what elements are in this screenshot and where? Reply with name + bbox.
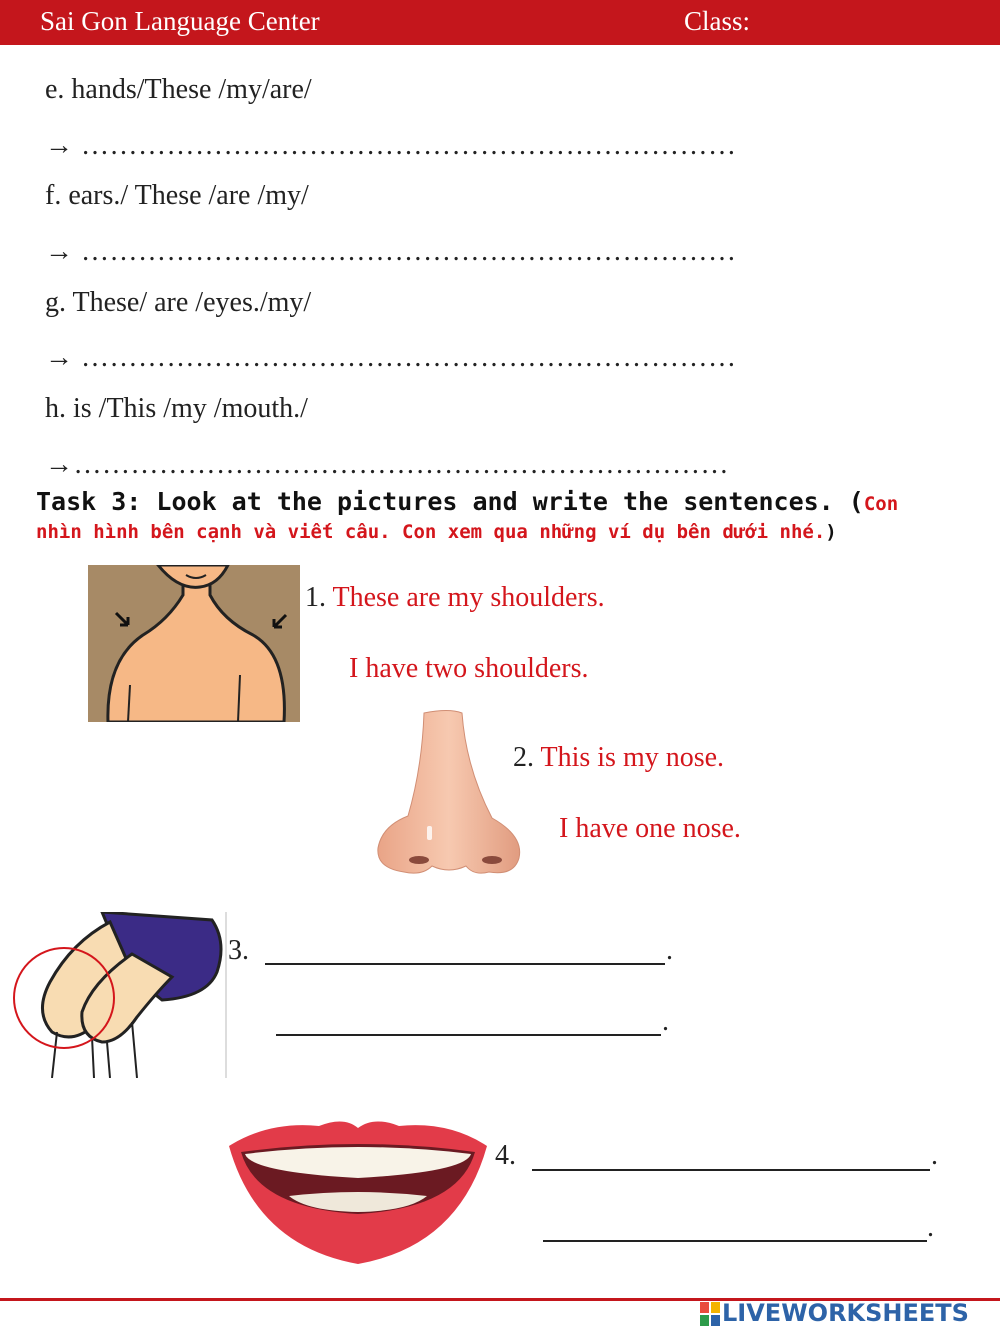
item-3-blank-2[interactable] [276, 1034, 661, 1036]
liveworksheets-logo-text: LIVEWORKSHEETS [722, 1299, 969, 1327]
item-3-number: 3. [228, 935, 249, 966]
nose-shape [378, 711, 520, 874]
exercise-f-answer-line[interactable]: → …………………………………………………………… [45, 236, 737, 267]
task3-title-text: Task 3: Look at the pictures and write the sentences. ( [36, 487, 864, 516]
item-3-period-1: . [666, 935, 673, 966]
task3-subtitle-vn: nhìn hình bên cạnh và viết câu. Con xem qua những ví dụ bên dưới nhé. [36, 521, 826, 543]
item-4-blank-1[interactable] [532, 1169, 930, 1171]
example-1-text-2: I have two shoulders. [349, 653, 589, 684]
exercise-g-answer-line[interactable]: → …………………………………………………………… [45, 342, 737, 373]
item-4-blank-2[interactable] [543, 1240, 927, 1242]
example-2-number: 2. [513, 742, 534, 773]
knees-picture [12, 912, 230, 1078]
shoulders-picture [88, 565, 300, 722]
item-3-blank-1[interactable] [265, 963, 665, 965]
example-2-text-1: This is my nose. [540, 742, 725, 773]
nostril-right [482, 856, 502, 864]
task3-title [36, 487, 966, 519]
exercise-e-prompt: e. hands/These /my/are/ [45, 74, 312, 105]
nose-highlight [427, 826, 432, 840]
item-4-number: 4. [495, 1140, 516, 1171]
page-header [0, 0, 1000, 45]
liveworksheets-logo[interactable] [700, 1299, 1000, 1329]
class-label: Class: [684, 6, 751, 36]
task3-subtitle-close: ) [825, 521, 837, 543]
nose-picture [374, 708, 524, 876]
example-1-sentence-1 [305, 582, 605, 614]
mouth-picture [229, 1116, 487, 1266]
example-2-text-2: I have one nose. [559, 813, 741, 844]
nostril-left [409, 856, 429, 864]
item-3-period-2: . [662, 1006, 669, 1037]
liveworksheets-logo-icon [700, 1302, 720, 1326]
exercise-h-answer-line[interactable]: →…………………………………………………………… [45, 449, 729, 480]
exercise-h-prompt: h. is /This /my /mouth./ [45, 393, 308, 424]
exercise-f-prompt: f. ears./ These /are /my/ [45, 180, 309, 211]
example-2-sentence-1 [513, 742, 724, 774]
item-4-period-2: . [927, 1212, 934, 1243]
exercise-g-prompt: g. These/ are /eyes./my/ [45, 287, 312, 318]
center-name: Sai Gon Language Center [40, 6, 320, 36]
item-4-period-1: . [931, 1140, 938, 1171]
exercise-e-answer-line[interactable]: → …………………………………………………………… [45, 130, 737, 161]
example-1-sentence-2 [349, 653, 589, 685]
example-2-sentence-2 [559, 813, 741, 845]
task3-title-vn: Con [863, 493, 899, 515]
task3-subtitle [36, 521, 966, 543]
example-1-number: 1. [305, 582, 326, 613]
example-1-text-1: These are my shoulders. [332, 582, 605, 613]
